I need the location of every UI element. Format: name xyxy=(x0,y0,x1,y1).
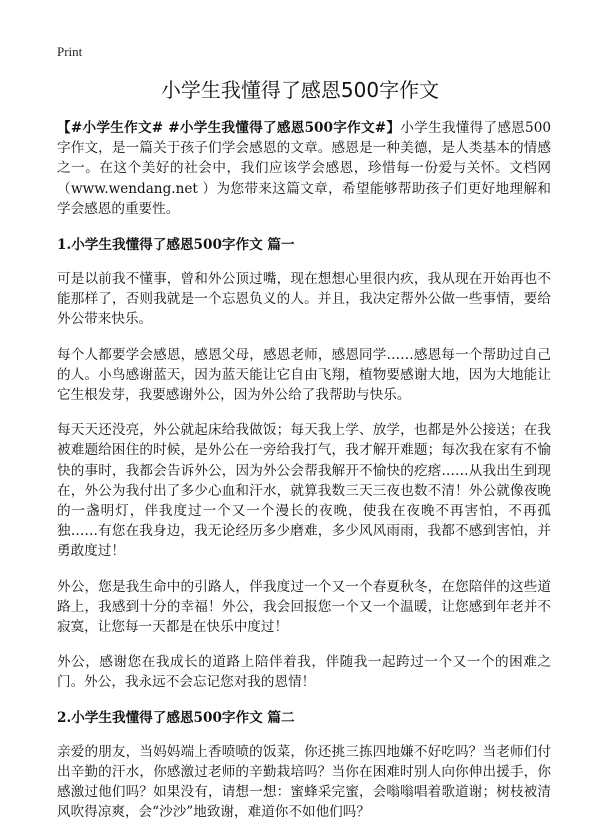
section-heading-1: 1.小学生我懂得了感恩500字作文 篇一 xyxy=(57,237,295,254)
section1-paragraph: 每天天还没亮，外公就起床给我做饭；每天我上学、放学，也都是外公接送；在我被难题给困住的时候，是外公在一旁给我打气，我才解开难题；每次我在家有不愉快的事时，我都会告诉外公，因为外公会帮我解开不愉快的疙瘩……从我出生到现在，外公为我付出了多少心血和汗水，就算我数三天三夜也数不清！外公就像夜晚的一盏明灯，伴我度过一个又一个漫长的夜晚，使我在夜晚不再害怕，不再孤独……有您在我身边，我无论经历多少磨难，多少风风雨雨，我都不感到害怕，并勇敢度过！ xyxy=(57,422,551,560)
section1-paragraph: 外公，您是我生命中的引路人，伴我度过一个又一个春夏秋冬，在您陪伴的这些道路上，我感到十分的幸福！外公，我会回报您一个又一个温暖，让您感到年老并不寂寞，让您每一天都是在快乐中度过！ xyxy=(57,578,551,636)
section1-paragraph: 可是以前我不懂事，曾和外公顶过嘴，现在想想心里很内疚，我从现在开始再也不能那样了，否则我就是一个忘恩负义的人。并且，我决定帮外公做一些事情，要给外公带来快乐。 xyxy=(57,271,551,328)
section-heading-2: 2.小学生我懂得了感恩500字作文 篇二 xyxy=(57,709,295,726)
intro-paragraph xyxy=(57,118,551,219)
page-title: 小学生我懂得了感恩500字作文 xyxy=(160,78,440,102)
print-label[interactable]: Print xyxy=(57,44,83,59)
article-body xyxy=(57,118,551,837)
intro-text: 小学生我懂得了感恩500字作文，是一篇关于孩子们学会感恩的文章。感恩是一种美德，是人类基本的情感之一。在这个美好的社会中，我们应该学会感恩，珍惜每一份爱与关怀。文档网（www.wendang.net ）为您带来这篇文章，希望能够帮助孩子们更好地理解和学会感恩的重要性。 xyxy=(57,120,551,217)
section2-paragraph: 亲爱的朋友，当妈妈端上香喷喷的饭菜，你还挑三拣四地嫌不好吃吗？当老师们付出辛勤的汗水，你感激过老师的辛勤栽培吗？当你在困难时别人向你伸出援手，你感激过他们吗？如果没有，请想一想：蜜蜂采完蜜，会嗡嗡唱着歌道谢；树枝被清风吹得凉爽，会“沙沙”地致谢，难道你不如他们吗？ xyxy=(57,743,551,821)
intro-tag: 【#小学生作文# #小学生我懂得了感恩500字作文#】 xyxy=(57,120,401,136)
section1-paragraph: 每个人都要学会感恩，感恩父母，感恩老师，感恩同学……感恩每一个帮助过自己的人。小鸟感谢蓝天，因为蓝天能让它自由飞翔，植物要感谢大地，因为大地能让它生根发芽，我要感谢外公，因为外公给了我帮助与快乐。 xyxy=(57,346,551,404)
section1-paragraph: 外公，感谢您在我成长的道路上陪伴着我，伴随我一起跨过一个又一个的困难之门。外公，我永远不会忘记您对我的恩情！ xyxy=(57,654,551,691)
